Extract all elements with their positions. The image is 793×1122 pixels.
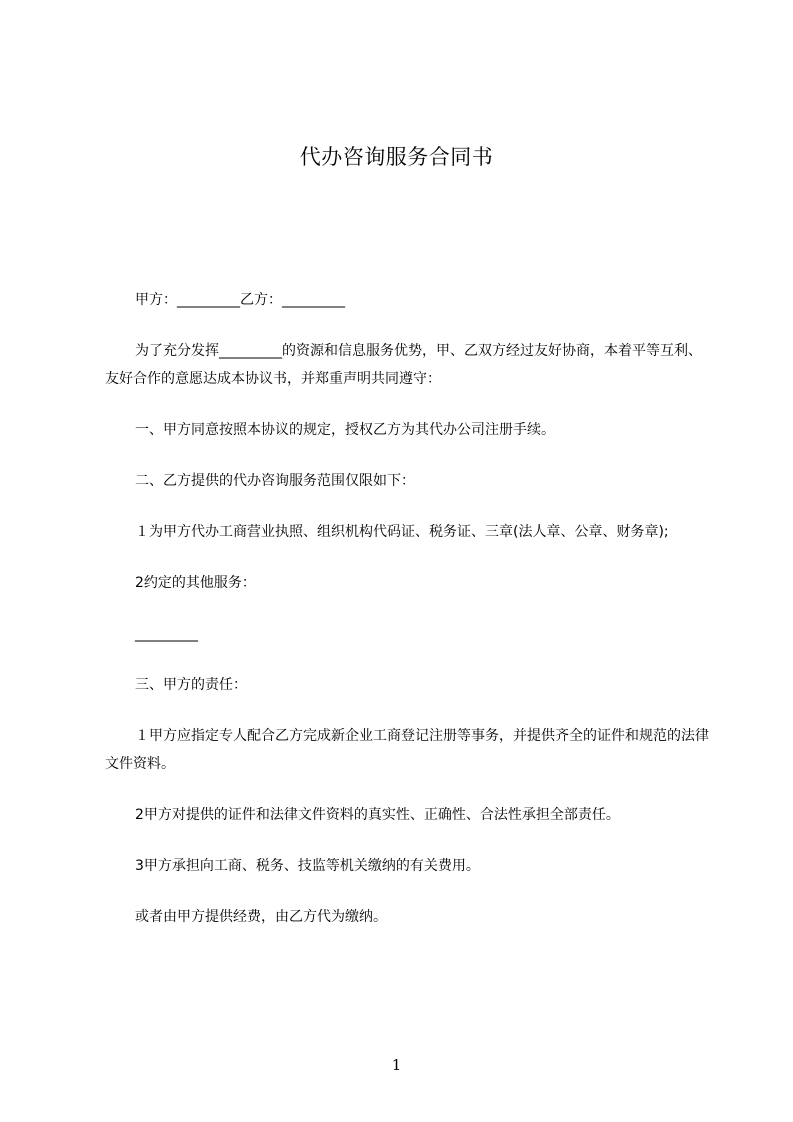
clause-three-item-2: 2甲方对提供的证件和法律文件资料的真实性、正确性、合法性承担全部责任。 xyxy=(135,807,620,823)
blank-line: _________ xyxy=(135,626,198,642)
clause-two-heading: 二、乙方提供的代办咨询服务范围仅限如下： xyxy=(135,473,415,489)
clause-one: 一、甲方同意按照本协议的规定，授权乙方为其代办公司注册手续。 xyxy=(135,422,555,438)
clause-three-item-1: １甲方应指定专人配合乙方完成新企业工商登记注册等事务，并提供齐全的证件和规范的法律文件资料。 xyxy=(105,728,709,772)
page-number: 1 xyxy=(391,1056,402,1074)
clause-two-item-1: １为甲方代办工商营业执照、组织机构代码证、税务证、三章(法人章、公章、财务章); xyxy=(135,524,669,540)
clause-two-item-2: 2约定的其他服务： xyxy=(135,575,256,591)
preamble-paragraph: 为了充分发挥_________的资源和信息服务优势，甲、乙双方经过友好协商，本着平等互利、友好合作的意愿达成本协议书，并郑重声明共同遵守： xyxy=(105,343,702,387)
clause-three-item-3: 3甲方承担向工商、税务、技监等机关缴纳的有关费用。 xyxy=(135,858,480,874)
clause-three-note: 或者由甲方提供经费，由乙方代为缴纳。 xyxy=(135,909,387,925)
party-line: 甲方：_________乙方：_________ xyxy=(135,292,345,308)
clause-three-heading: 三、甲方的责任： xyxy=(135,677,247,693)
document-title: 代办咨询服务合同书 xyxy=(299,145,494,169)
document-body xyxy=(105,286,715,954)
